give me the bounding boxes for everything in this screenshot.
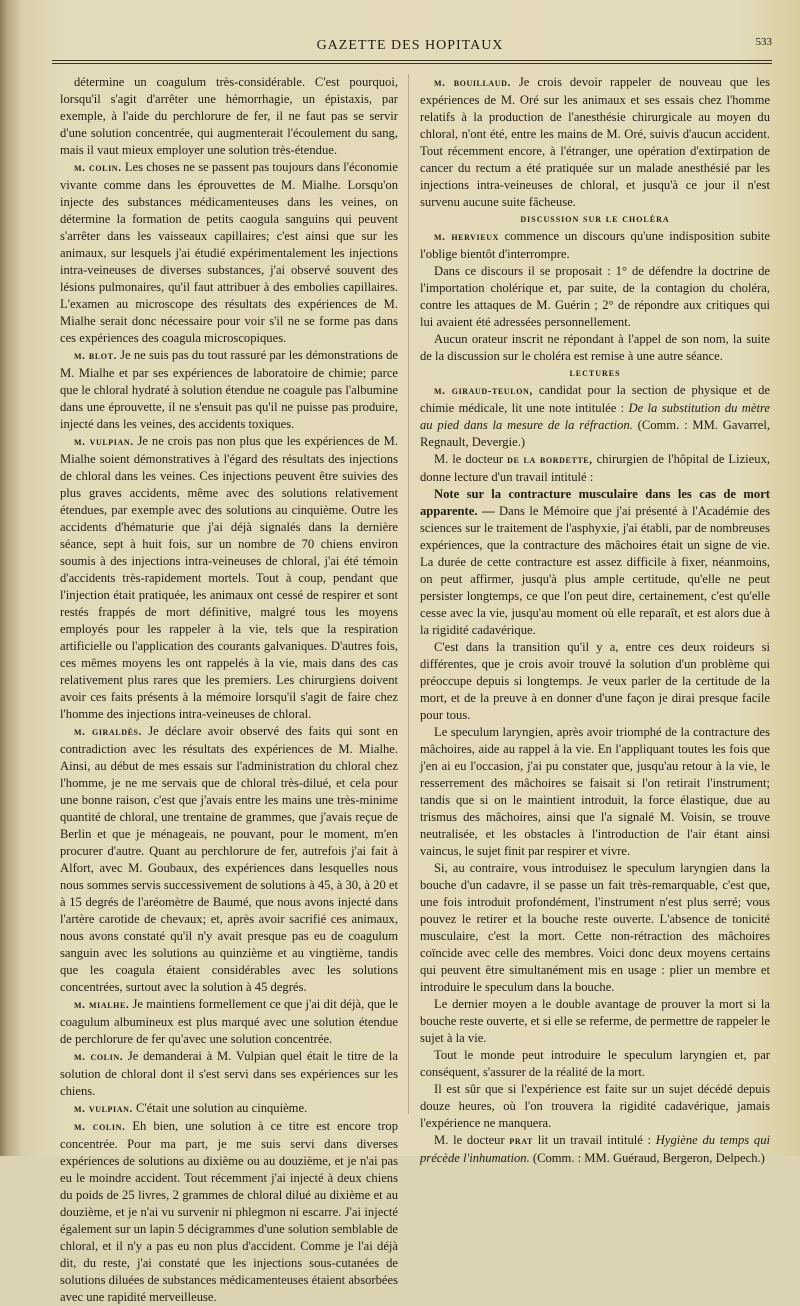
speaker-name: de la bordette, (507, 454, 593, 466)
paragraph (420, 1081, 770, 1132)
work-title: Hygiène du temps qui précède l'inhumation. (420, 1133, 770, 1165)
paragraph (60, 1100, 398, 1118)
paragraph-text: C'était une solution au cinquième. (136, 1101, 308, 1115)
column-divider (408, 74, 409, 1114)
page-number: 533 (755, 36, 772, 48)
paragraph-text: Si, au contraire, vous introduisez le speculum laryngien dans la bouche d'un cadavre, il se passe un fait très-remarquable, c'est que, une fois introduit profondément, l'instrument n'est plus serré; vous pouvez le retirer et la bouche reste ouverte. L'absence de tonicité musculaire, c'est la mort. Cette non-rétraction des mâchoires coïncide avec celle des membres. Voici donc deux moyens certains qui peuvent être simultanément mis en usage : plier un membre et introduire le speculum dans la bouche. (420, 861, 770, 994)
paragraph (420, 228, 770, 263)
speaker-name: m. vulpian. (74, 1103, 133, 1115)
paragraph-text: Le speculum laryngien, après avoir triomphé de la contracture des mâchoires, aide au rappel à la vie. En l'appliquant toutes les fois que j'en ai eu l'occasion, j'ai pu constater que, jusqu'au retour à la vie, le resserrement des mâchoires se faisait si l'on retirait l'instrument; tandis que si on le maintient introduit, la force élastique, due au trismus des mâchoires, ainsi que l'a signalé M. Voisin, se trouve neutralisée, et les obstacles à l'introduction de l'air étant ainsi vaincus, le sujet finit par respirer et vivre. (420, 725, 770, 858)
paragraph-text: chirurgien de l'hôpital de Lizieux, donne lecture d'un travail intitulé : (420, 452, 771, 484)
speaker-name: m. bouillaud. (434, 77, 511, 89)
paragraph-text: détermine un coagulum très-considérable. C'est pourquoi, lorsqu'il s'agit d'arrêter une hémorrhagie, un épistaxis, par exemple, à l'aide du perchlorure de fer, il ne faut pas se servir d'une solution concentrée, qui augmenterait l'écoulement du sang, mais il vaut mieux employer une solution très-étendue. (60, 75, 398, 157)
commission-note: (Comm. : MM. Gavarrel, Regnault, Devergie.) (420, 418, 770, 449)
paragraph-text: Aucun orateur inscrit ne répondant à l'appel de son nom, la suite de la discussion sur le choléra est remise à une autre séance. (420, 332, 770, 363)
page-header (40, 36, 780, 58)
paragraph-text: Je demanderai à M. Vulpian quel était le titre de la solution de chloral dont il s'est servi dans ses expériences sur les chiens. (60, 1049, 398, 1098)
paragraph-text: Je ne suis pas du tout rassuré par les démonstrations de M. Mialhe et par ses expériences de laboratoire de chimie; parce que le chloral hydraté à solution étendue ne coagule pas l'albumine dans une éprouvette, il ne s'ensuit pas qu'il ne puisse pas produire, injecté dans les veines, des accidents toxiques. (60, 348, 398, 431)
paragraph (420, 263, 770, 331)
paragraph (420, 996, 770, 1047)
page-title: GAZETTE DES HOPITAUX (316, 38, 504, 53)
paragraph (60, 1118, 398, 1306)
paragraph (60, 347, 398, 433)
paragraph (420, 486, 770, 639)
note-title: Note sur la contracture musculaire dans les cas de mort apparente. — (420, 487, 770, 518)
speaker-name: m. mialhe. (74, 999, 130, 1011)
speaker-name: m. giraldès. (74, 726, 142, 738)
right-column (420, 74, 770, 1167)
paragraph (420, 1047, 770, 1081)
speaker-name: m. giraud-teulon, (434, 385, 533, 397)
paragraph (420, 1132, 770, 1167)
paragraph (60, 74, 398, 159)
commission-note: (Comm. : MM. Guéraud, Bergeron, Delpech.) (532, 1151, 765, 1165)
paragraph-text: Eh bien, une solution à ce titre est encore trop concentrée. Pour ma part, je me suis servi dans diverses expériences de solutions au dixième ou au douzième, et je n'ai pas eu le moindre accident. Tout récemment j'ai injecté à deux chiens du poids de 25 livres, 2 grammes de chloral dilué au dixième et au douzième, et je n'ai vu survenir ni phlegmon ni escarre. J'ai injecté également sur un lapin 5 décigrammes d'une solution semblable de chloral, et il n'y a pas eu non plus d'accident. Comme je l'ai déjà dit, du reste, j'ai constaté que les injections sous-cutanées de solutions diluées de substances médicamenteuses étaient absorbées avec une rapidité merveilleuse. (60, 1119, 399, 1304)
speaker-name: m. hervieux (434, 231, 499, 243)
work-title: De la substitution du mètre au pied dans la mesure de la réfraction. (420, 401, 771, 432)
header-rule (52, 60, 772, 61)
paragraph-text: commence un discours qu'une indisposition subite l'oblige bientôt d'interrompre. (420, 229, 770, 261)
paragraph (420, 451, 770, 486)
paragraph-text: Je déclare avoir observé des faits qui sont en contradiction avec les résultats des expériences de M. Mialhe. Ainsi, au début de mes essais sur l'administration du chloral chez l'homme, je ne me servais que de chloral très-dilué, et cela pour une bonne raison, c'est que j'avais entre les mains une très-minime quantité de chloral, une trentaine de grammes, que j'avais reçue de Berlin et que je ménageais, ne pouvant, pour le moment, m'en procurer d'autre. Quant au perchlorure de fer, autrefois j'ai fait à Alfort, avec M. Goubaux, des expériences dans lesquelles nous nous sommes servis successivement de solutions à 45, à 30, à 20 et à 15 degrés de l'aréomètre de Baumé, que nous avons injecté dans l'artère carotide de chevaux; et, après avoir sacrifié ces animaux, nous avons constaté qu'il n'y avait presque pas eu de coagulum sanguin avec les solutions au quinzième et au vingtième, tandis que les coagula étaient considérables avec les solutions concentrées, surtout avec la solution à 45 degrés. (60, 724, 399, 994)
speaker-name: prat (509, 1135, 533, 1147)
paragraph (60, 159, 398, 347)
section-heading: lectures (569, 367, 621, 379)
speaker-prefix: M. le docteur (434, 452, 504, 466)
paragraph (60, 723, 398, 996)
paragraph-text: Je maintiens formellement ce que j'ai dit déjà, que le coagulum albumineux est plus marqué avec une solution étendue de perchlorure de fer qu'avec une solution concentrée. (60, 997, 399, 1046)
speaker-name: m. blot. (74, 350, 117, 362)
paragraph-text: Je ne crois pas non plus que les expériences de M. Mialhe soient démonstratives à l'égard des résultats des injections de chloral dans les veines. Ces injections peuvent être suivies des plus graves accidents, même avec des solutions relativement étendues, par exemple avec des solutions au cinquième. Outre les accidents d'hématurie que j'ai déjà signalés dans la dernière séance, sept à huit fois, sur un nombre de 70 chiens environ soumis à des injections intra-veineuses de chloral, j'ai été témoin d'accidents très-rapidement mortels. Tout à coup, pendant que l'injection était pratiquée, les animaux ont cessé de respirer et sont restés frappés de mort définitive, malgré tous les moyens employés pour les rappeler à la vie, tels que la respiration artificielle ou l'application des courants galvaniques. D'autres fois, ces mêmes moyens les ont rappelés à la vie, mais dans des cas relativement plus rares que les premiers. Les chirurgiens doivent avoir ces faits présents à la mémoire lorsqu'il s'agit de faire chez l'homme des injections intra-veineuses de chloral. (60, 434, 398, 721)
speaker-name: m. colin. (74, 1121, 126, 1133)
paragraph (420, 331, 770, 365)
left-column (60, 74, 398, 1306)
paragraph (60, 433, 398, 723)
paragraph (420, 639, 770, 724)
section-heading: discussion sur le choléra (520, 213, 670, 225)
paragraph (60, 1048, 398, 1100)
paragraph-text: Dans le Mémoire que j'ai présenté à l'Académie des sciences sur le traitement de l'asphyxie, j'ai établi, par de nombreuses expériences, que la contracture des mâchoires était un signe de vie. La durée de cette contracture est assez difficile à fixer, néanmoins, on peut affirmer, jusqu'à plus ample certitude, qu'elle ne peut persister longtemps, ce que l'on peut dire, certainement, c'est qu'elle cesse avec la vie, jusqu'au moment où elle reparaît, et est alors due à la rigidité cadavérique. (420, 504, 770, 637)
paragraph-text: Le dernier moyen a le double avantage de prouver la mort si la bouche reste ouverte, et si elle se referme, de permettre de rappeler le sujet à la vie. (420, 997, 770, 1045)
paragraph-text: Tout le monde peut introduire le speculum laryngien et, par conséquent, s'assurer de la réalité de la mort. (420, 1048, 770, 1079)
paragraph (420, 860, 770, 996)
paragraph-text: candidat pour la section de physique et de chimie médicale, lit une note intitulée : (420, 383, 770, 415)
paragraph (420, 74, 770, 211)
paragraph-text: lit un travail intitulé : (537, 1133, 652, 1147)
paragraph-text: Il est sûr que si l'expérience est faite sur un sujet décédé depuis douze heures, où l'on trouvera la rigidité cadavérique, jamais l'expérience ne manquera. (420, 1082, 770, 1130)
paragraph-text: Je crois devoir rappeler de nouveau que les expériences de M. Oré sur les animaux et ses essais chez l'homme relatifs à la production de l'anesthésie chirurgicale au moyen du chloral, n'ont été, entre les mains de M. Oré, suivis d'aucun accident. Tout récemment encore, à l'étranger, une opération d'extirpation de cancer du rectum a été pratiquée sur un malade anesthésié par les injections intra-veineuses de chloral, et jusqu'à ce jour il n'est survenu aucune suite fâcheuse. (420, 75, 770, 209)
paragraph-text: Les choses ne se passent pas toujours dans l'économie vivante comme dans les éprouvettes de M. Mialhe. Lorsqu'on injecte des substances médicamenteuses dans les veines, on détermine la formation de petits caogula sanguins qui peuvent s'arrêter dans les vaisseaux capillaires; c'est ainsi que sur les animaux, sur lesquels j'ai étudié expérimentalement les injections intra-veineuses de diverses substances, j'ai observé souvent des lésions pulmonaires, qu'il faut attribuer à des embolies capillaires. L'examen au microscope des résultats des expériences de M. Mialhe serait donc nécessaire pour voir s'il ne se forme pas dans ces expériences des coagula microscopiques. (60, 160, 398, 345)
paragraph (60, 996, 398, 1048)
speaker-name: m. colin. (74, 162, 122, 174)
speaker-name: m. colin. (74, 1051, 124, 1063)
paragraph-text: Dans ce discours il se proposait : 1° de défendre la doctrine de l'importation cholérique et, par suite, de la contagion du choléra, contre les attaques de M. Guérin ; 2° de répondre aux critiques qui lui avaient été adressées personnellement. (420, 264, 770, 329)
speaker-name: m. vulpian. (74, 436, 134, 448)
speaker-prefix: M. le docteur (434, 1133, 505, 1147)
paragraph-text: C'est dans la transition qu'il y a, entre ces deux roideurs si différentes, que je crois avoir trouvé la solution d'un problème qui préoccupe depuis si longtemps. Je veux parler de la certitude de la mort, et de la preuve à en donner d'une façon je dirai presque facile pour tous. (420, 640, 770, 722)
paragraph (420, 382, 770, 451)
paragraph (420, 724, 770, 860)
header-rule-thin (52, 63, 772, 64)
